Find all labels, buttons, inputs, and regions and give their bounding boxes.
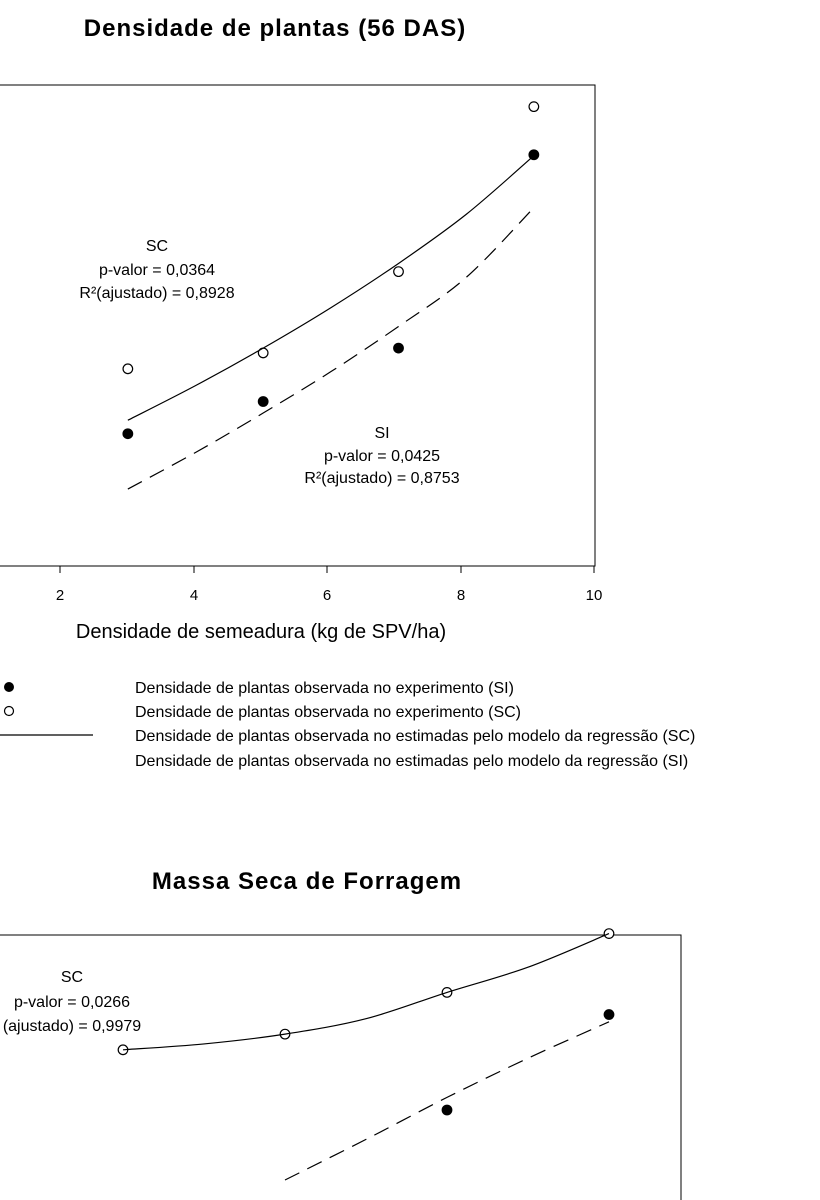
annotation-line: p-valor = 0,0425 — [323, 448, 441, 465]
chart-1-point-filled-circle — [394, 343, 404, 353]
annotation-line: SC — [145, 238, 169, 255]
chart-1-title: Densidade de plantas (56 DAS) — [83, 15, 467, 42]
chart-1-point-open-circle — [123, 364, 133, 374]
chart-1-annotation-si — [304, 425, 459, 487]
legend-entry: Densidade de plantas observada no experimento (SC) — [135, 704, 522, 721]
annotation-line: SI — [374, 425, 390, 442]
chart-1-x-tick-label: 4 — [189, 587, 199, 604]
annotation-line: SC — [60, 969, 84, 986]
chart-1-x-axis-label: Densidade de semeadura (kg de SPV/ha) — [75, 621, 447, 643]
chart-1-regression-line-dashed — [128, 208, 534, 489]
chart-1-plot-frame — [0, 85, 595, 566]
legend-marker-filled-circle — [5, 683, 14, 692]
chart-1-legend — [0, 680, 695, 770]
annotation-line: R²(ajustado) = 0,8928 — [79, 285, 235, 302]
chart-1-point-open-circle — [529, 102, 539, 112]
annotation-line: p-valor = 0,0364 — [98, 262, 216, 279]
chart-1-x-axis — [56, 566, 603, 604]
legend-entry: Densidade de plantas observada no estimadas pelo modelo da regressão (SI) — [135, 753, 689, 770]
chart-2 — [0, 868, 681, 1200]
chart-2-title: Massa Seca de Forragem — [151, 868, 463, 895]
legend-entry: Densidade de plantas observada no experimento (SI) — [135, 680, 514, 697]
chart-1-x-tick-label: 8 — [456, 587, 466, 604]
chart-1-point-filled-circle — [123, 429, 133, 439]
chart-2-point-filled-circle — [442, 1105, 452, 1115]
legend-marker-open-circle — [5, 707, 14, 716]
chart-1-x-tick-label: 10 — [585, 587, 603, 604]
annotation-line: (ajustado) = 0,9979 — [2, 1018, 142, 1035]
annotation-line: p-valor = 0,0266 — [13, 994, 131, 1011]
chart-2-marks — [118, 929, 614, 1180]
annotation-line: R²(ajustado) = 0,8753 — [304, 470, 460, 487]
legend-entry: Densidade de plantas observada no estimadas pelo modelo da regressão (SC) — [135, 728, 696, 745]
chart-2-annotation-sc — [3, 969, 141, 1035]
chart-2-point-filled-circle — [604, 1010, 614, 1020]
chart-1-x-tick-label: 6 — [322, 587, 332, 604]
chart-1-point-open-circle — [394, 267, 404, 277]
chart-2-plot-frame — [0, 935, 681, 1200]
chart-2-regression-line-dashed — [285, 1022, 609, 1180]
chart-2-regression-line-solid — [123, 934, 609, 1050]
chart-1-point-filled-circle — [258, 397, 268, 407]
chart-1-x-tick-label: 2 — [55, 587, 65, 604]
chart-1 — [0, 15, 602, 643]
chart-1-annotation-sc — [79, 238, 234, 302]
